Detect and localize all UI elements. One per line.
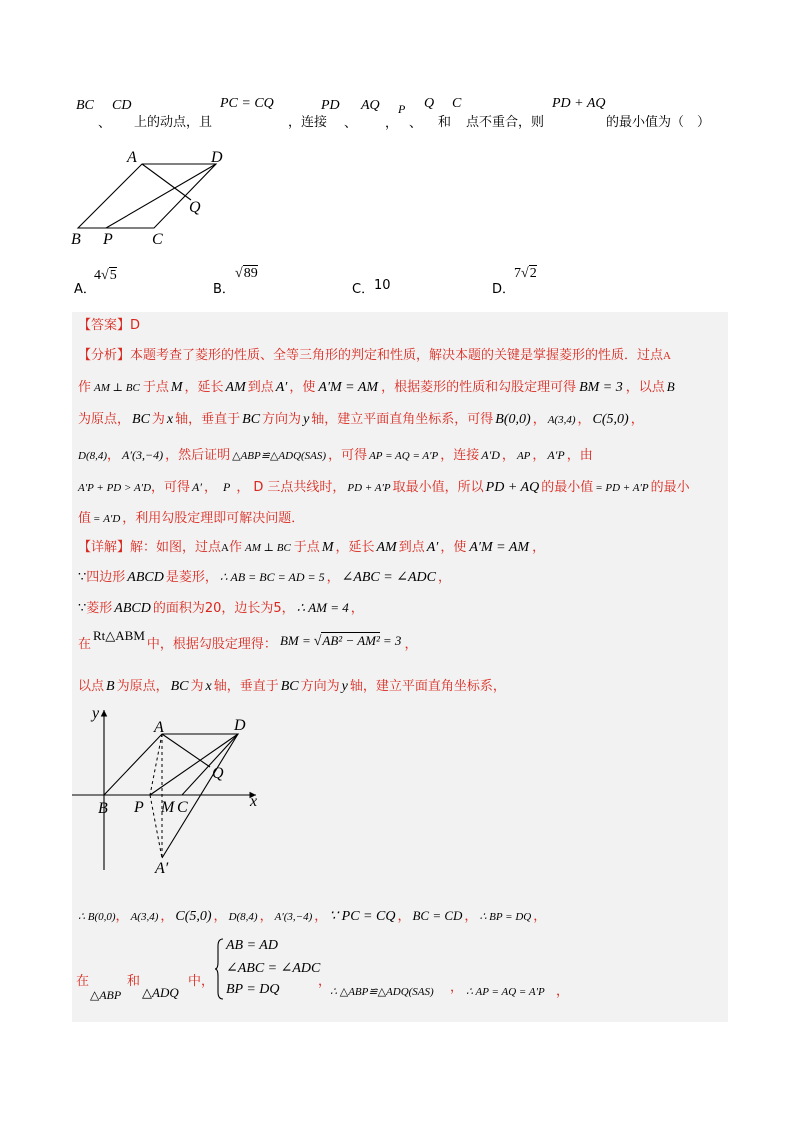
detail-line-1: 【详解】解：如图，过点A作 AM ⊥ BC 于点 M ，延长 AM 到点 A′ ，使 A′M = AM ， — [78, 540, 546, 555]
analysis-line-3: 为原点， BC 为 x 轴，垂直于 BC 方向为 y 轴，建立平面直角坐标系，可得 B(0,0) ， A(3,4) ， C(5,0) ， — [78, 412, 644, 427]
label-y: y — [92, 705, 100, 722]
segment-aq — [162, 734, 210, 767]
segment-ad-q — [142, 164, 191, 200]
q-text: 点不重合，则 — [466, 115, 545, 130]
detail-line-4: 在Rt△ABM中，根据勾股定理得： BM = √AB² − AM² = 3 ， — [78, 628, 418, 652]
sys-he: 和 — [127, 974, 141, 989]
analysis-line-1: 【分析】本题考查了菱形的性质、全等三角形的判定和性质，解决本题的关键是掌握菱形的性质．过点A — [78, 348, 671, 363]
q-bc: BC — [76, 98, 94, 113]
option-a-letter: A． — [74, 282, 96, 297]
coords-line: ∴ B(0,0)， A(3,4) ， C(5,0) ， D(8,4) ， A′(3,−4) ， ∵ PC = CQ ， BC = CD ， ∴ BP = DQ ， — [78, 908, 547, 924]
detail-line-2: ∵四边形 ABCD 是菱形， ∴ AB = BC = AD = 5 ， ∠ABC = ∠ADC ， — [78, 569, 451, 585]
q-text: ，连接 — [288, 115, 328, 130]
label-b: B — [98, 800, 108, 817]
detail-line-5: 以点 B 为原点， BC 为 x 轴，垂直于 BC 方向为 y 轴，建立平面直角坐标系， — [78, 679, 506, 694]
analysis-line-6: 值 = A′D ，利用勾股定理即可解决问题． — [78, 511, 305, 526]
segment-pd — [150, 734, 238, 795]
q-text: 上的动点，且 — [134, 115, 213, 130]
option-c-value: 10 — [374, 278, 391, 293]
option-b-value: √89 — [235, 266, 258, 281]
q-text: 的最小值为（ ） — [606, 115, 711, 130]
segment-pd — [106, 164, 216, 228]
q-q: Q — [424, 96, 435, 111]
q-pd: PD — [321, 98, 340, 113]
q-sep: ， — [385, 116, 399, 131]
answer-label: 【答案】 — [78, 318, 131, 333]
sys-result: ∴ AP = AQ = A′P — [466, 986, 545, 998]
q-p: P — [398, 102, 406, 116]
label-a-prime: A′ — [155, 860, 169, 877]
label-p: P — [103, 231, 113, 246]
option-d-value: 7√2 — [514, 266, 537, 281]
label-a: A — [154, 719, 164, 736]
option-b-letter: B． — [213, 282, 235, 297]
label-a: A — [127, 149, 137, 166]
option-c-letter: C． — [352, 282, 375, 297]
sys-congruence: ∴ △ABP≌△ADQ(SAS) — [330, 986, 434, 998]
brace-icon — [214, 938, 224, 1000]
segment-ap-prime-d — [162, 734, 238, 858]
rhombus-abcd — [78, 164, 216, 228]
sys-tri1: △ABP — [90, 988, 122, 1002]
detail-line-3: ∵菱形 ABCD 的面积为20，边长为5， ∴ AM = 4 ， — [78, 600, 364, 616]
label-x: x — [250, 793, 258, 810]
q-sep: 、 — [344, 116, 358, 131]
analysis-line-5: A′P + PD > A′D，可得 A′ ， P ， D 三点共线时， PD + A′P 取最小值，所以 PD + AQ 的最小值 = PD + A′P 的最小 — [78, 480, 690, 495]
sys-eq2: ∠ABC = ∠ADC — [226, 961, 321, 976]
sys-zhong: 中， — [188, 974, 215, 989]
sys-sep: ， — [450, 980, 464, 995]
sys-sep: ， — [318, 974, 332, 989]
rhombus-figure — [66, 144, 236, 246]
label-p: P — [134, 799, 144, 816]
q-pdaq: PD + AQ — [552, 96, 606, 111]
q-text: 和 — [438, 115, 452, 130]
label-c: C — [152, 231, 163, 246]
segment-ap-dashed — [150, 734, 162, 795]
option-a-value: 4√5 — [94, 268, 117, 283]
analysis-line-4: D(8,4)， A′(3,−4) ，然后证明 △ABP≌△ADQ(SAS) ，可得 AP = AQ = A′P ，连接 A′D ， AP ， A′P ，由 — [78, 448, 593, 463]
q-sep: 、 — [98, 116, 112, 131]
sys-eq3: BP = DQ — [226, 982, 280, 997]
label-d: D — [211, 149, 223, 166]
label-q: Q — [212, 765, 224, 782]
sys-zai: 在 — [76, 974, 90, 989]
label-q: Q — [189, 199, 201, 216]
q-aq: AQ — [361, 98, 380, 113]
label-b: B — [71, 231, 81, 246]
answer-line — [78, 316, 140, 336]
sys-tri2: △ADQ — [142, 985, 179, 1000]
analysis-line-2: 作 AM ⊥ BC 于点 M ，延长 AM 到点 A′ ，使 A′M = AM ，根据菱形的性质和勾股定理可得 BM = 3 ，以点 B — [78, 379, 675, 395]
sys-eq1: AB = AD — [226, 938, 278, 953]
label-m: M — [161, 799, 175, 816]
q-sep: 、 — [409, 116, 423, 131]
label-d: D — [234, 717, 246, 734]
q-pceqcq: PC = CQ — [220, 96, 274, 111]
coordinate-figure — [70, 700, 270, 878]
q-cd: CD — [112, 98, 132, 113]
sys-sep: ， — [556, 984, 570, 999]
option-d-letter: D． — [492, 282, 516, 297]
answer-value: D — [130, 318, 141, 333]
label-c: C — [177, 799, 188, 816]
q-c: C — [452, 96, 462, 111]
